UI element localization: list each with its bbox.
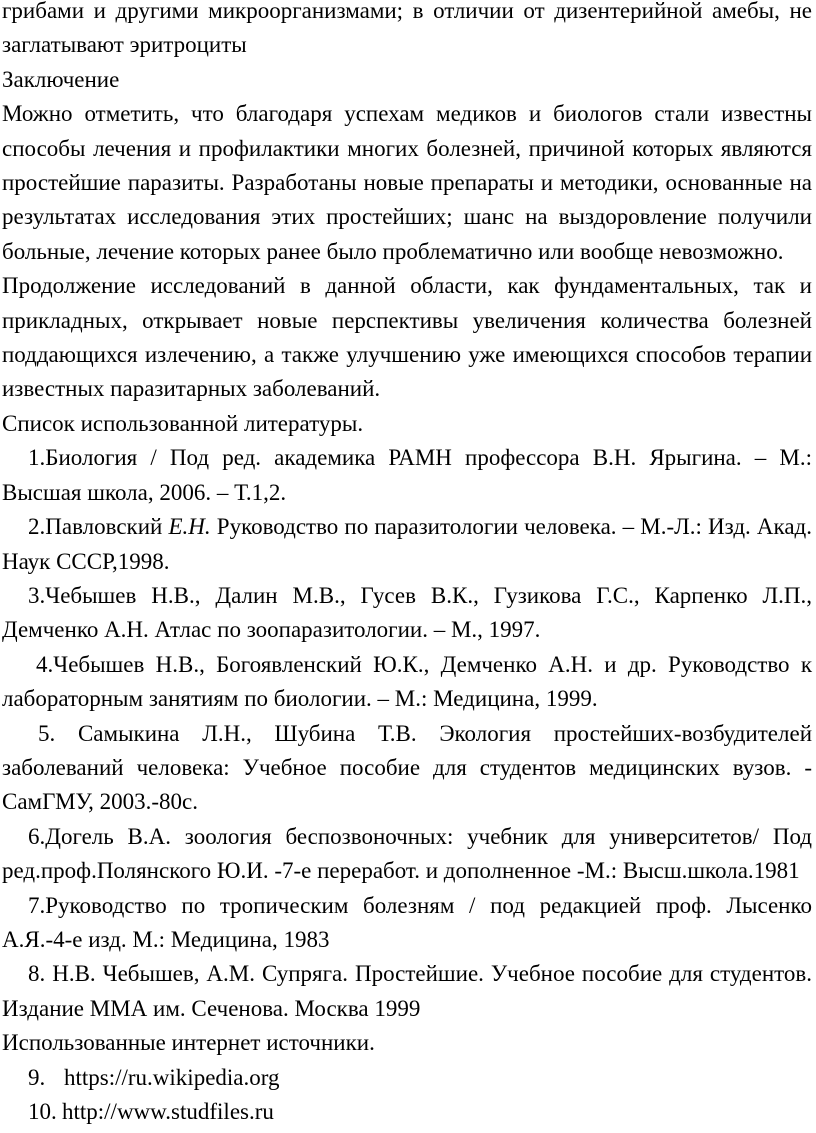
reference-2-initials: Е.Н. xyxy=(168,514,211,540)
internet-source-link[interactable]: http://www.studfiles.ru xyxy=(62,1099,274,1124)
reference-item-4: 4.Чебышев Н.В., Богоявленский Ю.К., Демченко А.Н. и др. Руководство к лабораторным занятиям по биологии. – М.: Медицина, 1999. xyxy=(2,651,812,712)
reference-item-6: 6.Догель В.А. зоология беспозвоночных: учебник для университетов/ Под ред.проф.Полянского Ю.И. -7-е переработ. и дополненное -М.: Высш.школа.1981 xyxy=(2,823,812,884)
reference-item-2 xyxy=(2,510,812,579)
conclusion-paragraph-2: Продолжение исследований в данной области, как фундаментальных, так и прикладных, открывает новые перспективы увеличения количества болезней поддающихся излечению, а также улучшению уже имеющихся способов терапии известных паразитарных заболеваний. xyxy=(2,273,812,402)
internet-source-link[interactable]: https://ru.wikipedia.org xyxy=(64,1064,280,1090)
intro-paragraph: грибами и другими микроорганизмами; в отличии от дизентерийной амебы, не заглатывают эритроциты xyxy=(2,0,812,58)
reference-item-3: 3.Чебышев Н.В., Далин М.В., Гусев В.К., Гузикова Г.С., Карпенко Л.П., Демченко А.Н. Атлас по зоопаразитологии. – М., 1997. xyxy=(2,582,812,643)
internet-source-number: 9. xyxy=(28,1064,46,1090)
reference-2-text: Руководство по паразитологии человека. – М.-Л.: Изд. Акад. Наук СССР,1998. xyxy=(2,514,812,574)
internet-sources-heading: Использованные интернет источники. xyxy=(2,1030,375,1056)
internet-source-number: 10. xyxy=(28,1099,57,1124)
reference-item-7: 7.Руководство по тропическим болезням / под редакцией проф. Лысенко А.Я.-4-е изд. М.: Медицина, 1983 xyxy=(2,892,812,952)
internet-source-item xyxy=(2,1095,812,1129)
conclusion-heading: Заключение xyxy=(2,66,120,92)
reference-item-8: 8. Н.В. Чебышев, А.М. Супряга. Простейшие. Учебное пособие для студентов. Издание ММА им. Сеченова. Москва 1999 xyxy=(2,961,812,1021)
reference-2-author: 2.Павловский xyxy=(28,514,169,540)
internet-source-item xyxy=(2,1061,812,1095)
reference-item-1: 1.Биология / Под ред. академика РАМН профессора В.Н. Ярыгина. – М.: Высшая школа, 2006. – Т.1,2. xyxy=(2,445,812,505)
references-heading: Список использованной литературы. xyxy=(2,410,364,436)
reference-item-5: 5. Самыкина Л.Н., Шубина Т.В. Экология простейших-возбудителей заболеваний человека: Учебное пособие для студентов медицинских вузов. - СамГМУ, 2003.-80с. xyxy=(2,720,812,815)
conclusion-paragraph-1: Можно отметить, что благодаря успехам медиков и биологов стали известны способы лечения и профилактики многих болезней, причиной которых являются простейшие паразиты. Разработаны новые препараты и методики, основанные на результатах исследования этих простейших; шанс на выздоровление получили больные, лечение которых ранее было проблематично или вообще невозможно. xyxy=(2,101,812,264)
